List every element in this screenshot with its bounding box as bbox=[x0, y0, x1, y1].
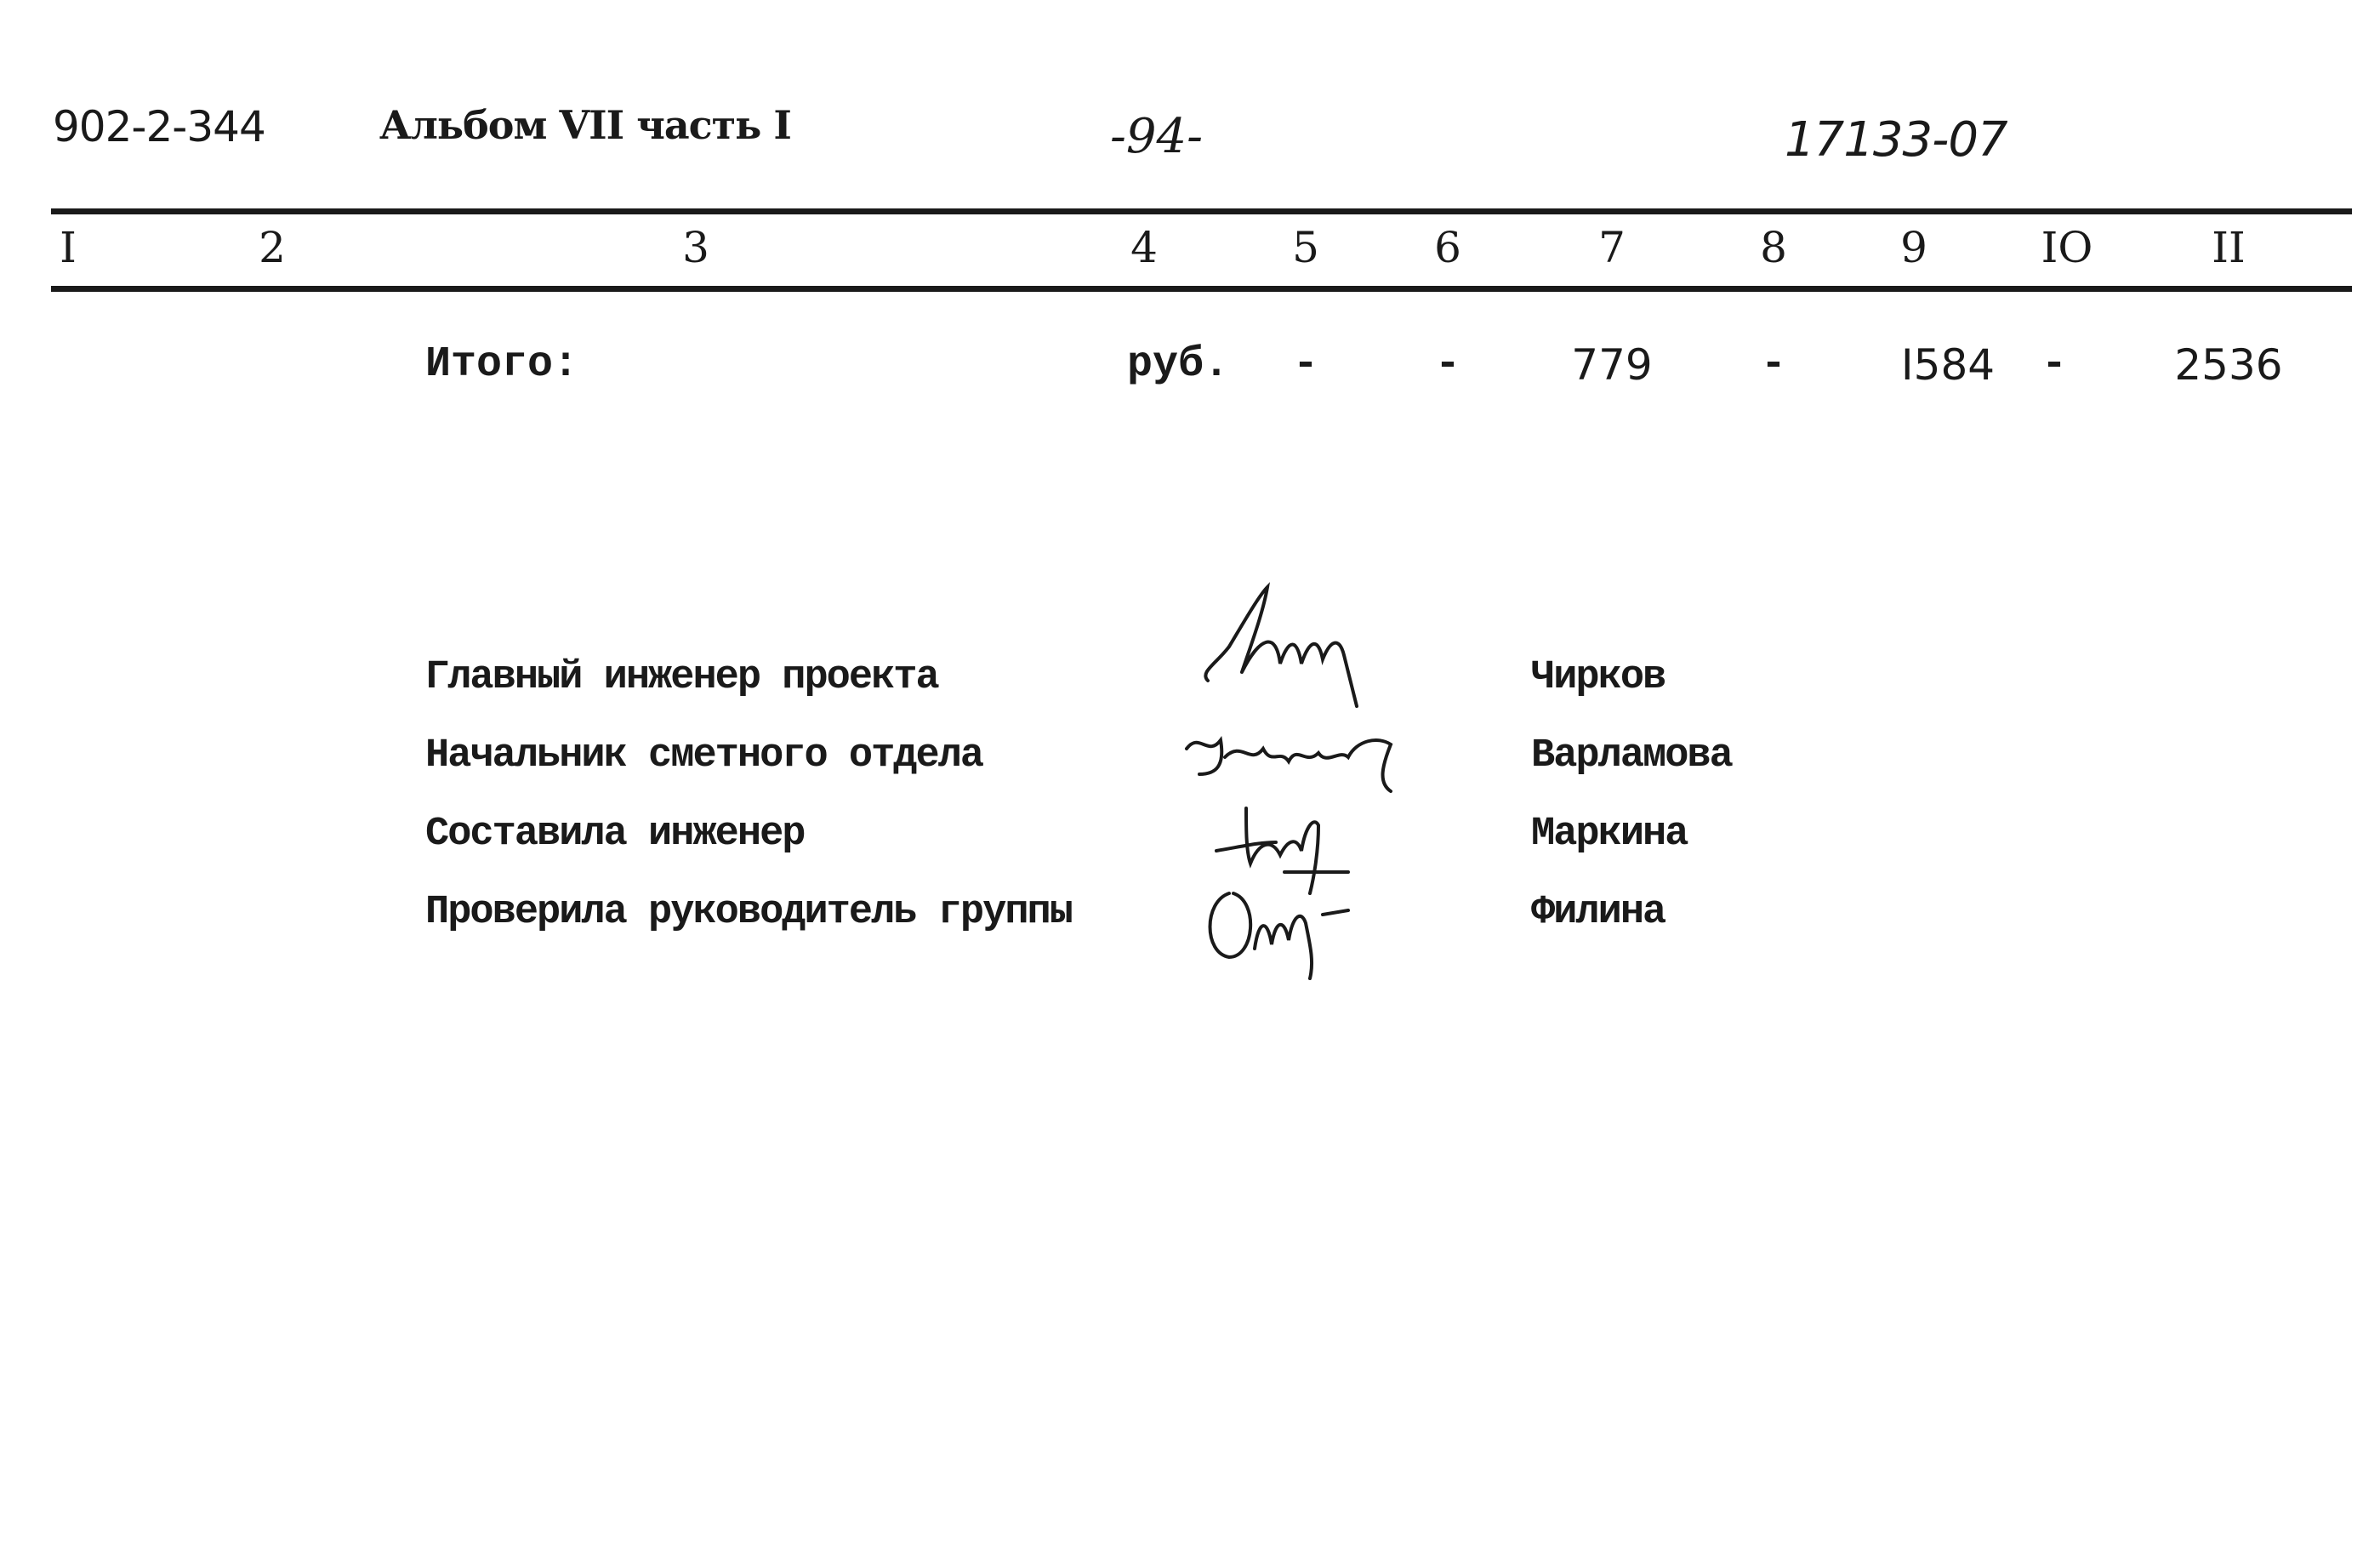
signature-role-checker: Проверила руководитель группы bbox=[425, 890, 1072, 935]
album-label: Альбом VII часть I bbox=[379, 102, 791, 148]
table-header-rule bbox=[51, 286, 2352, 292]
column-number-7: 7 bbox=[1598, 223, 1626, 272]
document-number: 17133-07 bbox=[1785, 112, 2007, 168]
column-number-2: 2 bbox=[259, 223, 286, 272]
totals-col6: - bbox=[1434, 340, 1460, 389]
column-number-8: 8 bbox=[1760, 223, 1787, 272]
column-number-4: 4 bbox=[1130, 223, 1158, 272]
totals-col10: - bbox=[2041, 340, 2067, 389]
column-number-10: IO bbox=[2041, 223, 2093, 272]
column-number-5: 5 bbox=[1292, 223, 1319, 272]
signature-role-chief-engineer: Главный инженер проекта bbox=[425, 655, 938, 700]
totals-col8: - bbox=[1760, 340, 1786, 389]
totals-label: Итого: bbox=[425, 340, 579, 389]
signature-name-chief-engineer: Чирков bbox=[1531, 655, 1665, 700]
column-number-9: 9 bbox=[1900, 223, 1927, 272]
document-code: 902-2-344 bbox=[53, 102, 265, 151]
column-number-6: 6 bbox=[1434, 223, 1461, 272]
totals-col5: - bbox=[1292, 340, 1318, 389]
column-number-1: I bbox=[60, 223, 77, 272]
totals-unit: руб. bbox=[1127, 340, 1230, 389]
signature-name-compiler: Маркина bbox=[1531, 812, 1688, 857]
signature-role-estimate-head: Начальник сметного отдела bbox=[425, 733, 983, 778]
signature-name-estimate-head: Варламова bbox=[1531, 733, 1732, 778]
totals-col9: I584 bbox=[1900, 340, 1996, 390]
column-number-3: 3 bbox=[682, 223, 709, 272]
signature-mark-checker bbox=[1195, 868, 1416, 987]
totals-col7: 779 bbox=[1571, 340, 1653, 390]
signature-role-compiler: Составила инженер bbox=[425, 812, 805, 857]
column-number-11: II bbox=[2212, 223, 2246, 272]
table-top-rule bbox=[51, 208, 2352, 214]
totals-col11: 2536 bbox=[2174, 340, 2283, 390]
signature-name-checker: Филина bbox=[1531, 890, 1665, 935]
page-number: -94- bbox=[1110, 109, 1204, 164]
